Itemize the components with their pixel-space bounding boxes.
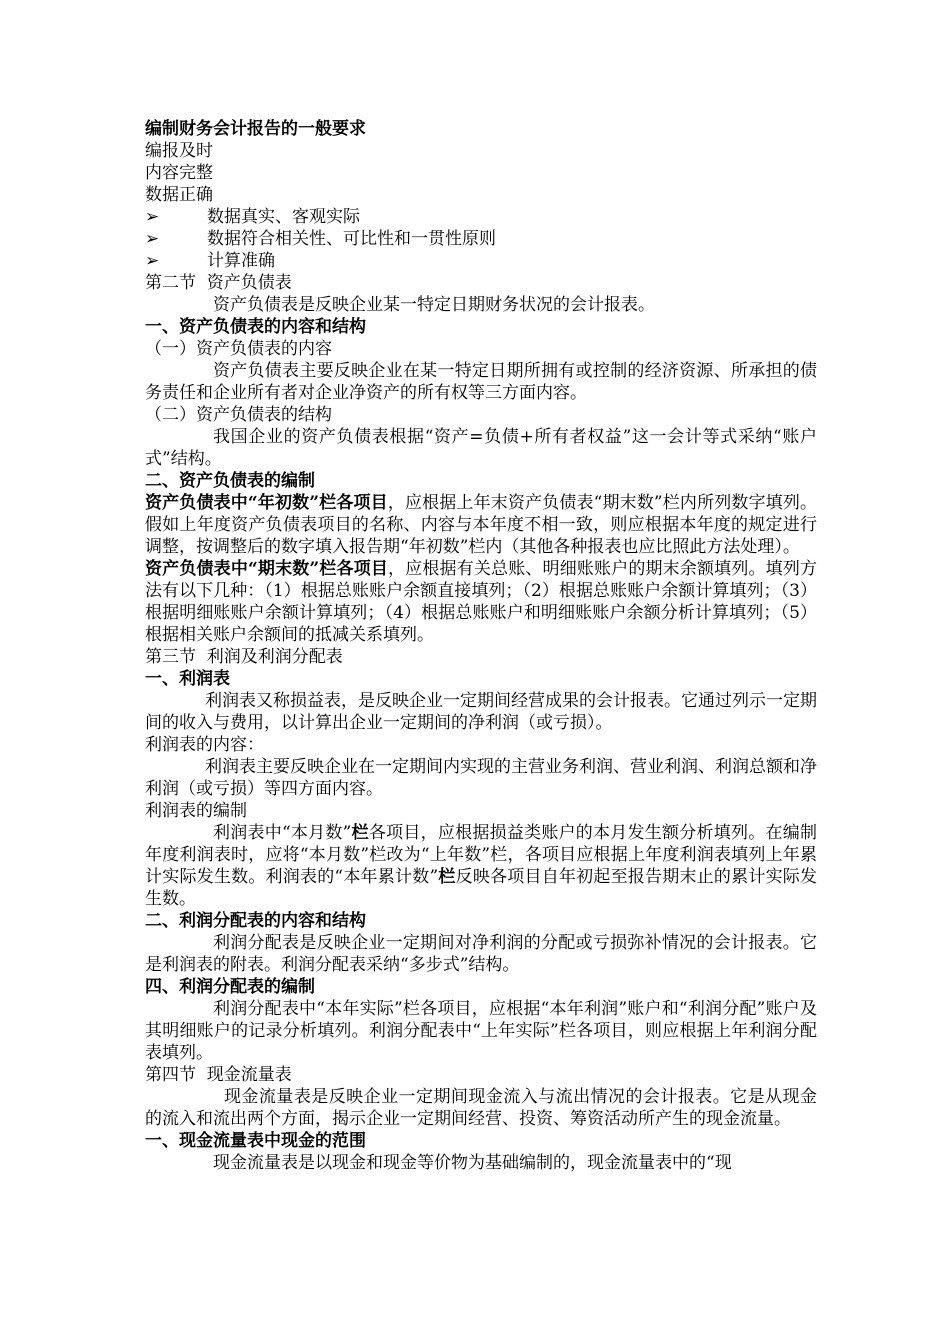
arrow-bullet-icon: ➢ [145,207,160,227]
heading: 二、资产负债表的编制 [145,471,315,491]
paragraph: 利润表又称损益表，是反映企业一定期间经营成果的会计报表。它通过列示一定期间的收入与费用，以计算出企业一定期间的净利润（或亏损）。 [145,691,817,733]
section-title: 第四节 现金流量表 [145,1065,292,1085]
bullet-text: 数据真实、客观实际 [207,207,360,227]
arrow-bullet-icon: ➢ [145,229,160,249]
heading: 四、利润分配表的编制 [145,977,315,997]
document-body [145,118,817,1174]
paragraph-text: 各项目，应根据损益类账户的本月发生额分析填列。在编制年度利润表时，应将“本月数”栏改为“上年数”栏，各项目应根据上年度利润表填列上年累计实际发生数。利润表的“本年累计数” [145,823,818,887]
bold-word: 栏 [438,867,456,887]
bold-lead: 资产负债表中“期末数”栏各项目 [145,559,389,579]
bold-lead: 资产负债表中“年初数”栏各项目 [145,493,388,513]
document-title: 编制财务会计报告的一般要求 [145,119,366,139]
paragraph [145,558,817,646]
paragraph: 利润分配表中“本年实际”栏各项目，应根据“本年利润”账户和“利润分配”账户及其明细账户的记录分析填列。利润分配表中“上年实际”栏各项目，则应根据上年利润分配表填列。 [145,999,817,1063]
arrow-bullet-icon: ➢ [145,251,160,271]
heading: 二、利润分配表的内容和结构 [145,911,366,931]
paragraph-text: ，应根据上年末资产负债表“期末数”栏内所列数字填列。假如上年度资产负债表项目的名称、内容与本年度不相一致，则应根据本年度的规定进行调整，按调整后的数字填入报告期“年初数”栏内（其他各种报表也应比照此方法处理）。 [145,493,817,557]
heading: 一、利润表 [145,669,230,689]
bold-word: 栏 [351,823,369,843]
bullet-item [145,250,817,272]
section-title: 第二节 资产负债表 [145,273,292,293]
requirement-item: 数据正确 [145,185,213,205]
subheading: 利润表的编制 [145,801,247,821]
requirement-item: 编报及时 [145,141,213,161]
subheading: （一）资产负债表的内容 [145,339,332,359]
paragraph: 现金流量表是反映企业一定期间现金流入与流出情况的会计报表。它是从现金的流入和流出两个方面，揭示企业一定期间经营、投资、筹资活动所产生的现金流量。 [145,1087,817,1129]
paragraph-text: 利润表中“本月数” [213,823,352,843]
subheading: （二）资产负债表的结构 [145,405,332,425]
paragraph: 利润表主要反映企业在一定期间内实现的主营业务利润、营业利润、利润总额和净利润（或亏损）等四方面内容。 [145,757,817,799]
paragraph [145,822,817,910]
heading: 一、资产负债表的内容和结构 [145,317,366,337]
paragraph-text: 反映各项目自年初起至报告期末止的累计实际发生数。 [145,867,818,909]
subheading: 利润表的内容： [145,735,264,755]
requirement-item: 内容完整 [145,163,213,183]
section-title: 第三节 利润及利润分配表 [145,647,343,667]
paragraph [145,492,817,558]
heading: 一、现金流量表中现金的范围 [145,1131,366,1151]
paragraph: 现金流量表是以现金和现金等价物为基础编制的，现金流量表中的“现 [213,1153,732,1173]
paragraph: 资产负债表是反映企业某一特定日期财务状况的会计报表。 [213,295,655,315]
bullet-text: 数据符合相关性、可比性和一贯性原则 [207,229,496,249]
paragraph: 我国企业的资产负债表根据“资产=负债+所有者权益”这一会计等式采纳“账户式”结构。 [145,427,817,469]
paragraph: 资产负债表主要反映企业在某一特定日期所拥有或控制的经济资源、所承担的债务责任和企业所有者对企业净资产的所有权等三方面内容。 [145,361,817,403]
bullet-item [145,228,817,250]
bullet-item [145,206,817,228]
paragraph: 利润分配表是反映企业一定期间对净利润的分配或亏损弥补情况的会计报表。它是利润表的附表。利润分配表采纳“多步式”结构。 [145,933,817,975]
bullet-text: 计算准确 [207,251,275,271]
paragraph-text: ，应根据有关总账、明细账账户的期末余额填列。填列方法有以下几种：（1）根据总账账户余额直接填列；（2）根据总账账户余额计算填列；（3）根据明细账账户余额计算填列；（4）根据总账账户和明细账账户余额分析计算填列；（5）根据相关账户余额间的抵减关系填列。 [145,559,818,645]
